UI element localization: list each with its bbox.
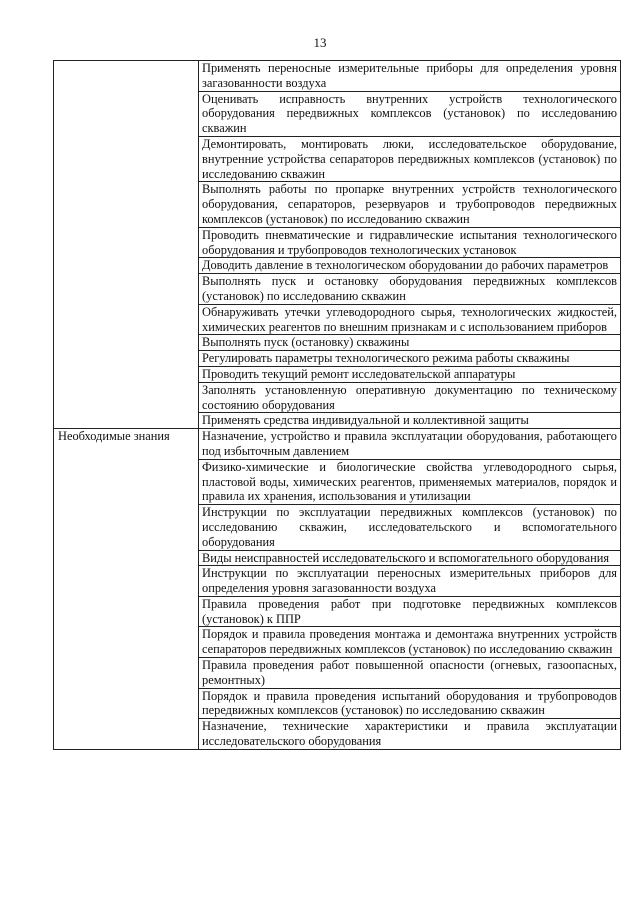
knowledge-item: Порядок и правила проведения испытаний оборудования и трубопроводов передвижных комплексов (установок) по исследованию скважин	[199, 688, 621, 719]
skills-item: Применять переносные измерительные приборы для определения уровня загазованности воздуха	[199, 61, 621, 92]
knowledge-item: Назначение, технические характеристики и правила эксплуатации исследовательского оборудования	[199, 719, 621, 750]
skills-row	[54, 61, 621, 92]
skills-item: Обнаруживать утечки углеводородного сырья, технологических жидкостей, химических реагентов по внешним признакам и с использованием приборов	[199, 304, 621, 335]
skills-section-label	[54, 61, 199, 429]
skills-item: Применять средства индивидуальной и коллективной защиты	[199, 413, 621, 429]
competency-table	[53, 60, 621, 750]
skills-item: Оценивать исправность внутренних устройств технологического оборудования передвижных комплексов (установок) по исследованию скважин	[199, 91, 621, 136]
knowledge-section-label: Необходимые знания	[54, 429, 199, 750]
knowledge-row	[54, 429, 621, 460]
skills-item: Заполнять установленную оперативную документацию по техническому состоянию оборудования	[199, 382, 621, 413]
competency-table-body	[54, 61, 621, 750]
knowledge-item: Инструкции по эксплуатации передвижных комплексов (установок) по исследованию скважин, исследовательского и вспомогательного оборудования	[199, 505, 621, 550]
page-number: 13	[313, 35, 327, 50]
knowledge-item: Правила проведения работ при подготовке передвижных комплексов (установок) к ППР	[199, 596, 621, 627]
skills-item: Демонтировать, монтировать люки, исследовательское оборудование, внутренние устройства сепараторов передвижных комплексов (установок) по исследованию скважин	[199, 136, 621, 181]
skills-item: Доводить давление в технологическом оборудовании до рабочих параметров	[199, 258, 621, 274]
knowledge-item: Назначение, устройство и правила эксплуатации оборудования, работающего под избыточным давлением	[199, 429, 621, 460]
knowledge-item: Правила проведения работ повышенной опасности (огневых, газоопасных, ремонтных)	[199, 658, 621, 689]
skills-item: Выполнять работы по пропарке внутренних устройств технологического оборудования, сепараторов, резервуаров и трубопроводов передвижных комплексов (установок) по исследованию скважин	[199, 182, 621, 227]
skills-item: Проводить текущий ремонт исследовательской аппаратуры	[199, 366, 621, 382]
skills-item: Выполнять пуск (остановку) скважины	[199, 335, 621, 351]
skills-item: Регулировать параметры технологического режима работы скважины	[199, 351, 621, 367]
knowledge-item: Виды неисправностей исследовательского и вспомогательного оборудования	[199, 550, 621, 566]
skills-item: Проводить пневматические и гидравлические испытания технологического оборудования и трубопроводов технологических установок	[199, 227, 621, 258]
knowledge-item: Порядок и правила проведения монтажа и демонтажа внутренних устройств сепараторов передвижных комплексов (установок) по исследованию скважин	[199, 627, 621, 658]
skills-item: Выполнять пуск и остановку оборудования передвижных комплексов (установок) по исследованию скважин	[199, 274, 621, 305]
knowledge-item: Инструкции по эксплуатации переносных измерительных приборов для определения уровня загазованности воздуха	[199, 566, 621, 597]
knowledge-item: Физико-химические и биологические свойства углеводородного сырья, пластовой воды, химических реагентов, применяемых материалов, порядок и правила их хранения, использования и утилизации	[199, 459, 621, 504]
